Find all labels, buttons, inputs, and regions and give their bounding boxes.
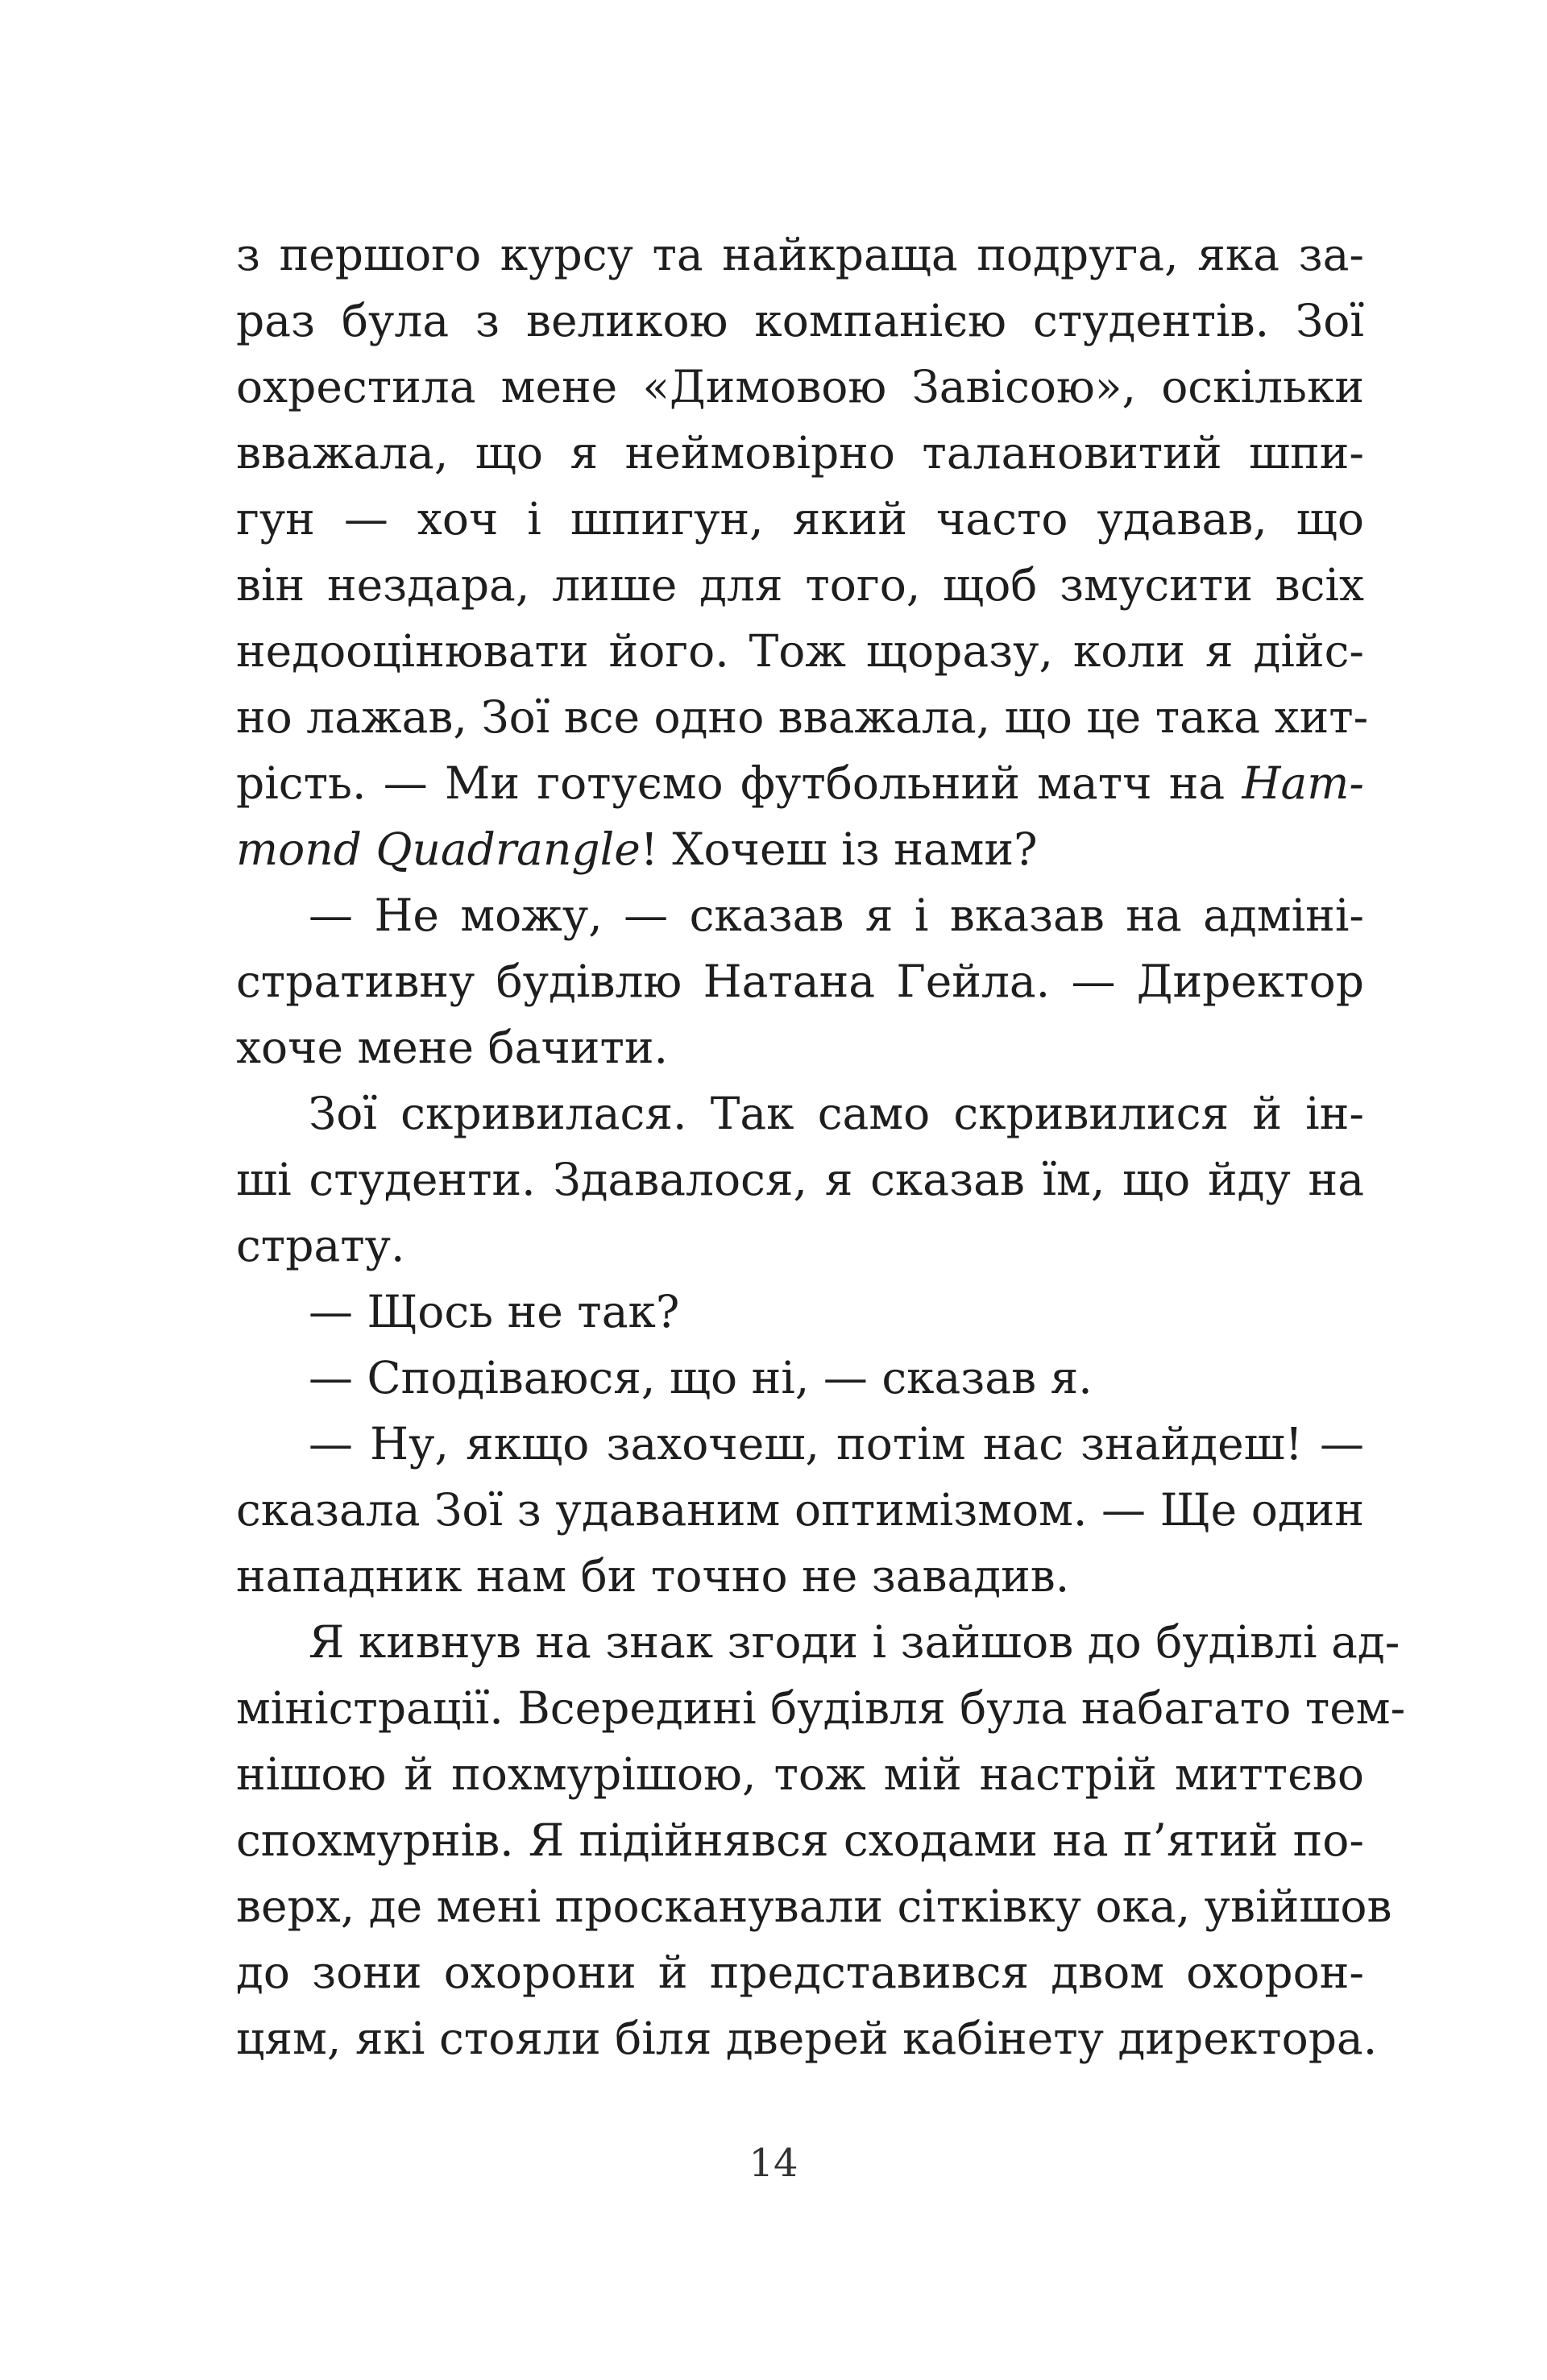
text-line: хоче мене бачити. — [236, 1022, 669, 1073]
text-line: цям, які стояли біля дверей кабінету директора. — [236, 2013, 1378, 2064]
text-segment: ! Хочеш із нами? — [640, 823, 1038, 875]
page-text — [236, 222, 1406, 2071]
text-line: — Щось не так? — [309, 1286, 680, 1337]
text-line: вважала, що я неймовірно талановитий шпи- — [236, 427, 1364, 479]
text-line: Я кивнув на знак згоди і зайшов до будівлі ад- — [309, 1616, 1400, 1668]
text-line: з першого курсу та найкраща подруга, яка за- — [236, 229, 1364, 280]
text-line: недооцінювати його. Тож щоразу, коли я дійс- — [236, 625, 1364, 677]
text-line: раз була з великою компанією студентів. Зої — [236, 295, 1364, 346]
text-line: міністрації. Всередині будівля була набагато тем- — [236, 1682, 1406, 1734]
text-line: — Ну, якщо захочеш, потім нас знайдеш! — — [309, 1418, 1364, 1470]
text-line: спохмурнів. Я підійнявся сходами на п’ятий по- — [236, 1814, 1364, 1866]
text-line: гун — хоч і шпигун, який часто удавав, що — [236, 493, 1364, 545]
paragraph — [236, 1411, 1364, 1609]
text-line — [236, 750, 1364, 816]
text-line: охрестила мене «Димовою Завісою», оскільки — [236, 361, 1364, 413]
paragraph — [236, 1080, 1364, 1279]
text-segment: рість. — Ми готуємо футбольний матч на — [236, 757, 1242, 809]
text-line: но лажав, Зої все одно вважала, що це така хит- — [236, 691, 1369, 743]
text-line: ші студенти. Здавалося, я сказав їм, що йду на — [236, 1154, 1364, 1205]
text-line: до зони охорони й представився двом охорон- — [236, 1947, 1364, 1998]
text-line: — Сподіваюся, що ні, — сказав я. — [309, 1352, 1093, 1404]
page-number: 14 — [749, 2141, 798, 2186]
text-line: він нездара, лише для того, щоб змусити всіх — [236, 559, 1364, 611]
paragraph — [236, 1609, 1406, 2071]
text-line — [236, 816, 1364, 882]
text-line: страту. — [236, 1220, 405, 1271]
paragraph — [236, 882, 1364, 1080]
text-line: сказала Зої з удаваним оптимізмом. — Ще один — [236, 1484, 1364, 1536]
paragraph — [236, 1279, 1364, 1345]
text-line: нападник нам би точно не завадив. — [236, 1550, 1070, 1602]
text-line: стративну будівлю Натана Гейла. — Директор — [236, 956, 1364, 1007]
paragraph — [236, 1345, 1364, 1411]
italic-place-name: Ham- — [1242, 757, 1364, 809]
text-line: нішою й похмурішою, тож мій настрій миттєво — [236, 1748, 1364, 1800]
italic-place-name: mond Quadrangle — [236, 823, 641, 875]
text-line: верх, де мені просканували сітківку ока, увійшов — [236, 1880, 1392, 1932]
text-line: Зої скривилася. Так само скривилися й ін- — [309, 1088, 1364, 1139]
text-line: — Не можу, — сказав я і вказав на адміні- — [309, 889, 1364, 941]
